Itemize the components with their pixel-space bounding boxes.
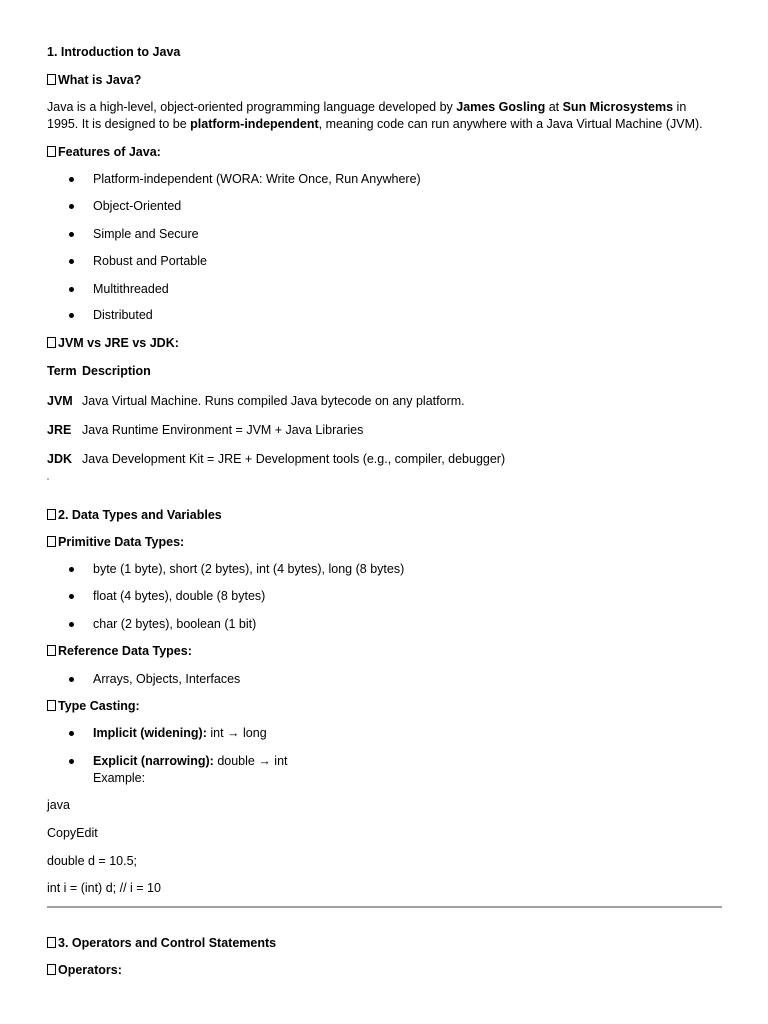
bullet-icon (69, 177, 74, 182)
table-header-description: Description (82, 364, 151, 378)
bullet-icon (69, 204, 74, 209)
bullet-icon (69, 259, 74, 264)
section-heading-data-types: 2. Data Types and Variables (47, 507, 222, 523)
subheading-operators: Operators: (47, 962, 122, 978)
missing-glyph-icon (47, 700, 56, 711)
missing-glyph-icon (47, 937, 56, 948)
example-label: Example: (93, 771, 146, 785)
bullet-icon (69, 622, 74, 627)
bullet-icon (69, 594, 74, 599)
intro-paragraph-line-2: 1995. It is designed to be platform-independent, meaning code can run anywhere with a Java Virtual Machine (JVM). (47, 117, 703, 131)
subheading-features: Features of Java: (47, 144, 161, 160)
missing-glyph-icon (47, 146, 56, 157)
missing-glyph-icon (47, 509, 56, 520)
bullet-icon (69, 287, 74, 292)
subheading-primitive-types: Primitive Data Types: (47, 534, 184, 550)
code-line: double d = 10.5; (47, 854, 138, 868)
missing-glyph-icon (47, 645, 56, 656)
missing-glyph-icon (47, 536, 56, 547)
code-line: int i = (int) d; // i = 10 (47, 881, 161, 895)
copy-edit-button[interactable]: CopyEdit (47, 826, 98, 840)
section-heading-operators: 3. Operators and Control Statements (47, 935, 276, 951)
bullet-icon (69, 313, 74, 318)
subheading-reference-types: Reference Data Types: (47, 643, 192, 659)
bullet-icon (69, 232, 74, 237)
missing-glyph-icon (47, 964, 56, 975)
subheading-jvm-jre-jdk: JVM vs JRE vs JDK: (47, 335, 179, 351)
table-header-term: Term (47, 364, 77, 378)
missing-glyph-icon (47, 74, 56, 85)
missing-glyph-icon (47, 337, 56, 348)
subheading-type-casting: Type Casting: (47, 698, 140, 714)
intro-paragraph-line-1: Java is a high-level, object-oriented programming language developed by James Gosling at Sun Microsystems in (47, 100, 687, 114)
divider-mark (47, 478, 49, 480)
code-language-label: java (47, 798, 70, 812)
bullet-icon (69, 731, 74, 736)
bullet-icon (69, 567, 74, 572)
section-heading-intro: 1. Introduction to Java (47, 45, 181, 59)
bullet-icon (69, 677, 74, 682)
horizontal-rule (47, 906, 722, 908)
subheading-what-is-java: What is Java? (47, 72, 141, 88)
bullet-icon (69, 759, 74, 764)
